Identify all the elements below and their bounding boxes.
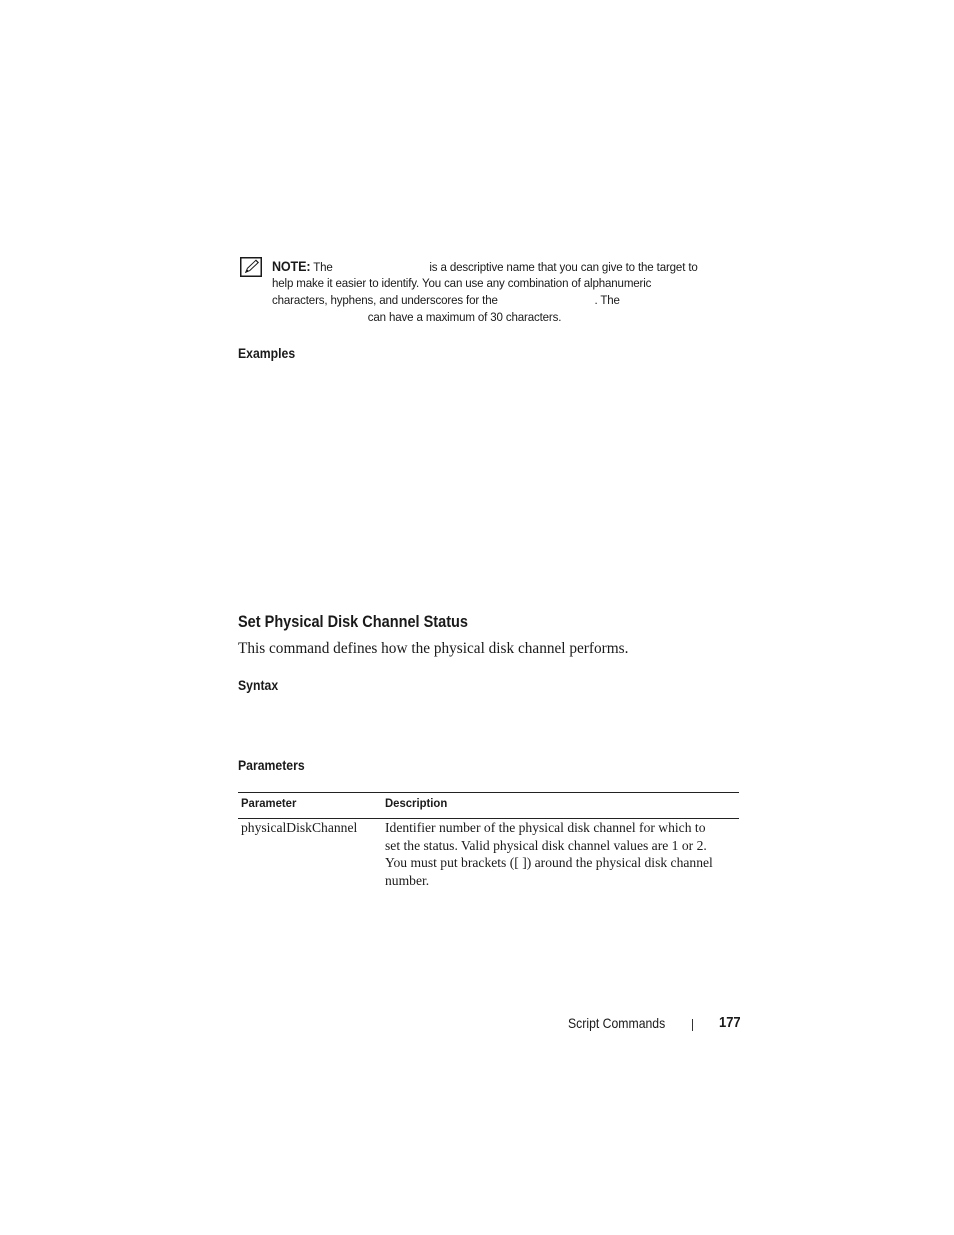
note-line-1 xyxy=(272,258,709,275)
note-label: NOTE: xyxy=(272,259,311,274)
table-header-description: Description xyxy=(385,796,448,810)
note-text-line1a: The xyxy=(313,260,333,274)
parameters-heading: Parameters xyxy=(238,758,305,773)
description-line-1: Identifier number of the physical disk channel for which to xyxy=(385,820,706,835)
note-text-line4: can have a maximum of 30 characters. xyxy=(367,310,562,324)
note-pencil-icon xyxy=(240,257,262,277)
note-line-2: help make it easier to identify. You can use any combination of alphanumeric xyxy=(272,276,652,290)
note-line-3 xyxy=(272,292,709,309)
table-header-parameter: Parameter xyxy=(241,796,297,810)
table-row-description xyxy=(385,819,713,889)
note-text-line3b: . The xyxy=(594,293,620,307)
table-row-parameter: physicalDiskChannel xyxy=(241,820,358,835)
note-line-4 xyxy=(272,309,709,326)
description-line-2: set the status. Valid physical disk channel values are 1 or 2. xyxy=(385,837,707,853)
description-line-3: You must put brackets ([ ]) around the physical disk channel xyxy=(385,855,713,870)
description-line-4: number. xyxy=(385,872,430,888)
examples-heading: Examples xyxy=(238,346,296,361)
footer-page-number: 177 xyxy=(719,1015,741,1031)
section-title: Set Physical Disk Channel Status xyxy=(238,613,468,631)
table-top-rule xyxy=(238,792,739,793)
section-description: This command defines how the physical disk channel performs. xyxy=(238,640,629,657)
note-text-line1b: is a descriptive name that you can give to the target to xyxy=(429,260,698,274)
footer-separator xyxy=(692,1019,693,1031)
note-block xyxy=(272,258,709,326)
syntax-heading: Syntax xyxy=(238,678,279,693)
footer-chapter-title: Script Commands xyxy=(568,1016,666,1031)
note-text-line3a: characters, hyphens, and underscores for the xyxy=(272,293,498,307)
